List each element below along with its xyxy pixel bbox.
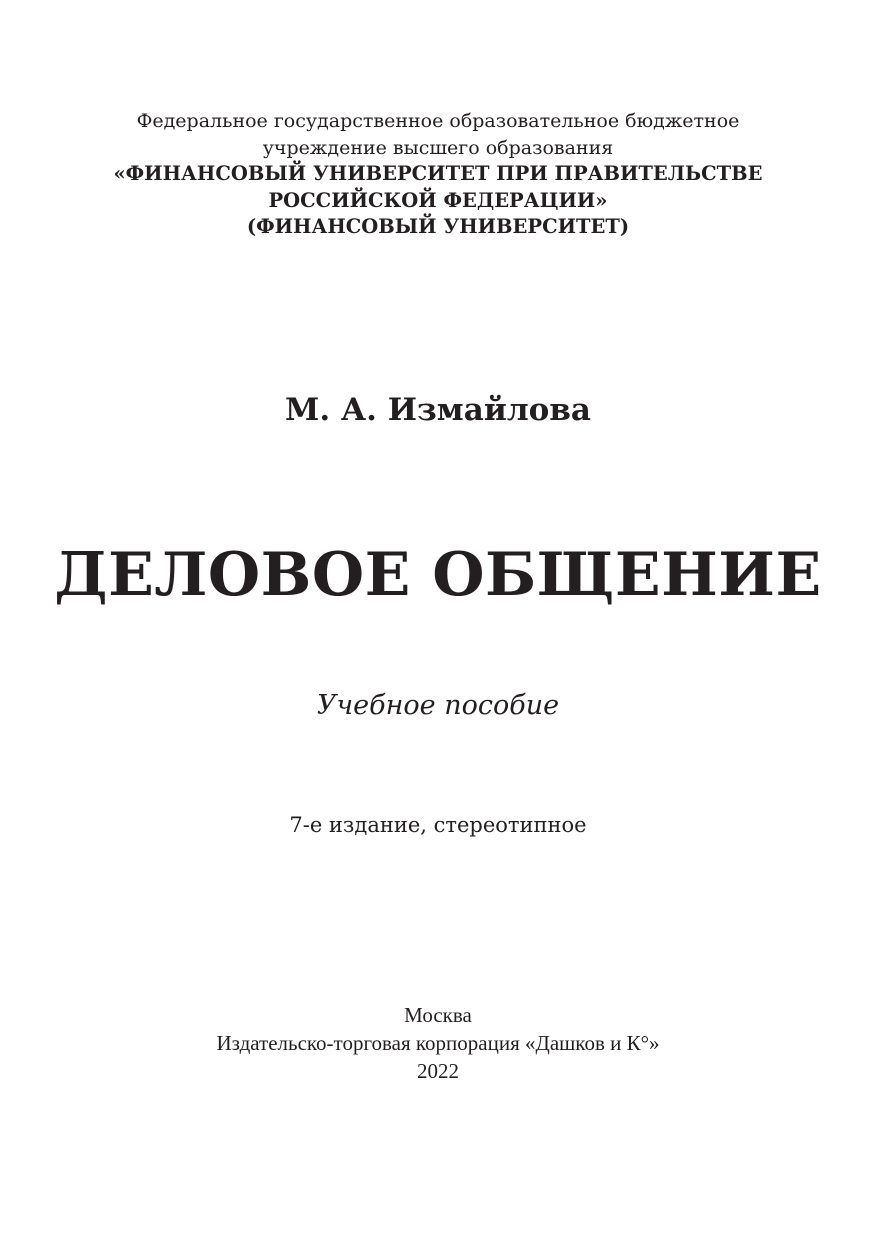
institution-line-1: Федеральное государственное образовательное бюджетное	[136, 110, 740, 132]
author-name: М. А. Измайлова	[285, 392, 591, 428]
institution-short-name: (ФИНАНСОВЫЙ УНИВЕРСИТЕТ)	[246, 215, 630, 238]
imprint-city: Москва	[404, 1003, 472, 1027]
imprint-year: 2022	[417, 1059, 459, 1083]
imprint	[0, 1001, 876, 1085]
institution-line-2: учреждение высшего образования	[262, 136, 614, 159]
institution-header	[0, 108, 876, 241]
institution-name-line-2: РОССИЙСКОЙ ФЕДЕРАЦИИ»	[268, 188, 608, 212]
institution-name-line-1: «ФИНАНСОВЫЙ УНИВЕРСИТЕТ ПРИ ПРАВИТЕЛЬСТВЕ	[113, 162, 763, 185]
imprint-publisher: Издательско-торговая корпорация «Дашков и К°»	[216, 1031, 660, 1055]
edition-note: 7-е издание, стереотипное	[289, 813, 587, 837]
book-subtitle: Учебное пособие	[316, 690, 560, 721]
book-title: ДЕЛОВОЕ ОБЩЕНИЕ	[54, 540, 822, 610]
